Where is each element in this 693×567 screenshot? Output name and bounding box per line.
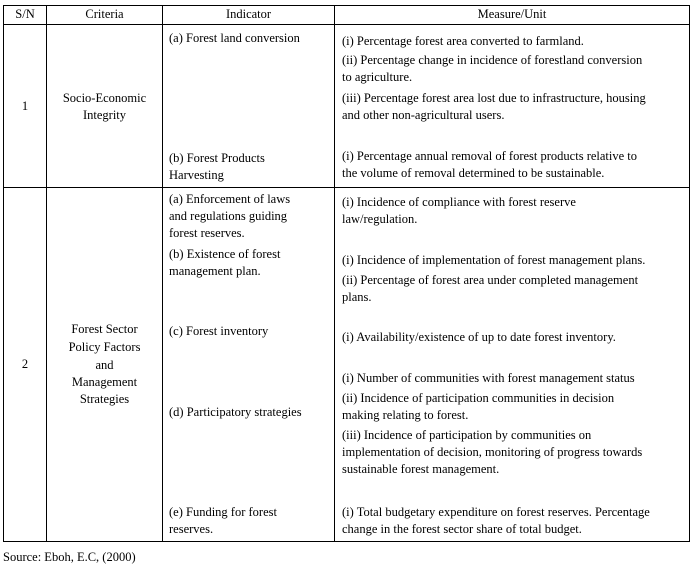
column-divider (46, 5, 47, 542)
source-note: Source: Eboh, E.C, (2000) (3, 550, 136, 564)
measure-cell: law/regulation. (342, 212, 418, 226)
row-number: 2 (21, 357, 29, 371)
measure-cell: (iii) Incidence of participation by communities on (342, 428, 592, 442)
indicator-cell: (c) Forest inventory (169, 324, 269, 338)
measure-cell: (i) Total budgetary expenditure on forest reserves. Percentage (342, 505, 650, 519)
measure-cell: implementation of decision, monitoring of progress towards (342, 445, 643, 459)
table-border-right (689, 5, 690, 542)
indicator-cell: reserves. (169, 522, 214, 536)
measure-cell: (i) Availability/existence of up to date forest inventory. (342, 330, 616, 344)
indicator-cell: (e) Funding for forest (169, 505, 277, 519)
measure-cell: the volume of removal determined to be sustainable. (342, 166, 605, 180)
row-divider (3, 187, 690, 188)
indicator-cell: Harvesting (169, 168, 224, 182)
criteria-cell: Strategies (79, 392, 130, 406)
measure-cell: (i) Incidence of implementation of forest management plans. (342, 253, 646, 267)
measure-cell: (i) Percentage forest area converted to farmland. (342, 34, 584, 48)
indicator-cell: (b) Existence of forest (169, 247, 281, 261)
column-divider (162, 5, 163, 542)
table-border-left (3, 5, 4, 542)
indicator-cell: management plan. (169, 264, 261, 278)
criteria-cell: and (95, 358, 114, 372)
measure-cell: sustainable forest management. (342, 462, 500, 476)
row-number: 1 (21, 99, 29, 113)
indicator-cell: (b) Forest Products (169, 151, 265, 165)
measure-cell: (ii) Percentage of forest area under completed management (342, 273, 639, 287)
header-indicator: Indicator (225, 7, 272, 21)
measure-cell: and other non-agricultural users. (342, 108, 505, 122)
measure-cell: to agriculture. (342, 70, 413, 84)
indicator-cell: forest reserves. (169, 226, 245, 240)
indicator-cell: and regulations guiding (169, 209, 288, 223)
measure-cell: (i) Number of communities with forest management status (342, 371, 635, 385)
measure-cell: plans. (342, 290, 372, 304)
header-criteria: Criteria (85, 7, 124, 21)
criteria-cell: Management (71, 375, 138, 389)
criteria-cell: Socio-Economic (62, 91, 147, 105)
indicator-cell: (d) Participatory strategies (169, 405, 302, 419)
measure-cell: change in the forest sector share of total budget. (342, 522, 582, 536)
indicator-cell: (a) Enforcement of laws (169, 192, 291, 206)
header-sn: S/N (15, 7, 35, 21)
measure-cell: (iii) Percentage forest area lost due to infrastructure, housing (342, 91, 646, 105)
header-measure: Measure/Unit (477, 7, 547, 21)
measure-cell: (ii) Percentage change in incidence of forestland conversion (342, 53, 643, 67)
indicator-cell: (a) Forest land conversion (169, 31, 300, 45)
measure-cell: (i) Percentage annual removal of forest products relative to (342, 149, 638, 163)
table-border-bottom (3, 541, 690, 542)
column-divider (334, 5, 335, 542)
criteria-cell: Integrity (82, 108, 127, 122)
measure-cell: making relating to forest. (342, 408, 469, 422)
measure-cell: (ii) Incidence of participation communities in decision (342, 391, 615, 405)
header-divider (3, 24, 690, 25)
criteria-cell: Policy Factors (68, 340, 141, 354)
criteria-cell: Forest Sector (71, 322, 138, 336)
measure-cell: (i) Incidence of compliance with forest reserve (342, 195, 576, 209)
